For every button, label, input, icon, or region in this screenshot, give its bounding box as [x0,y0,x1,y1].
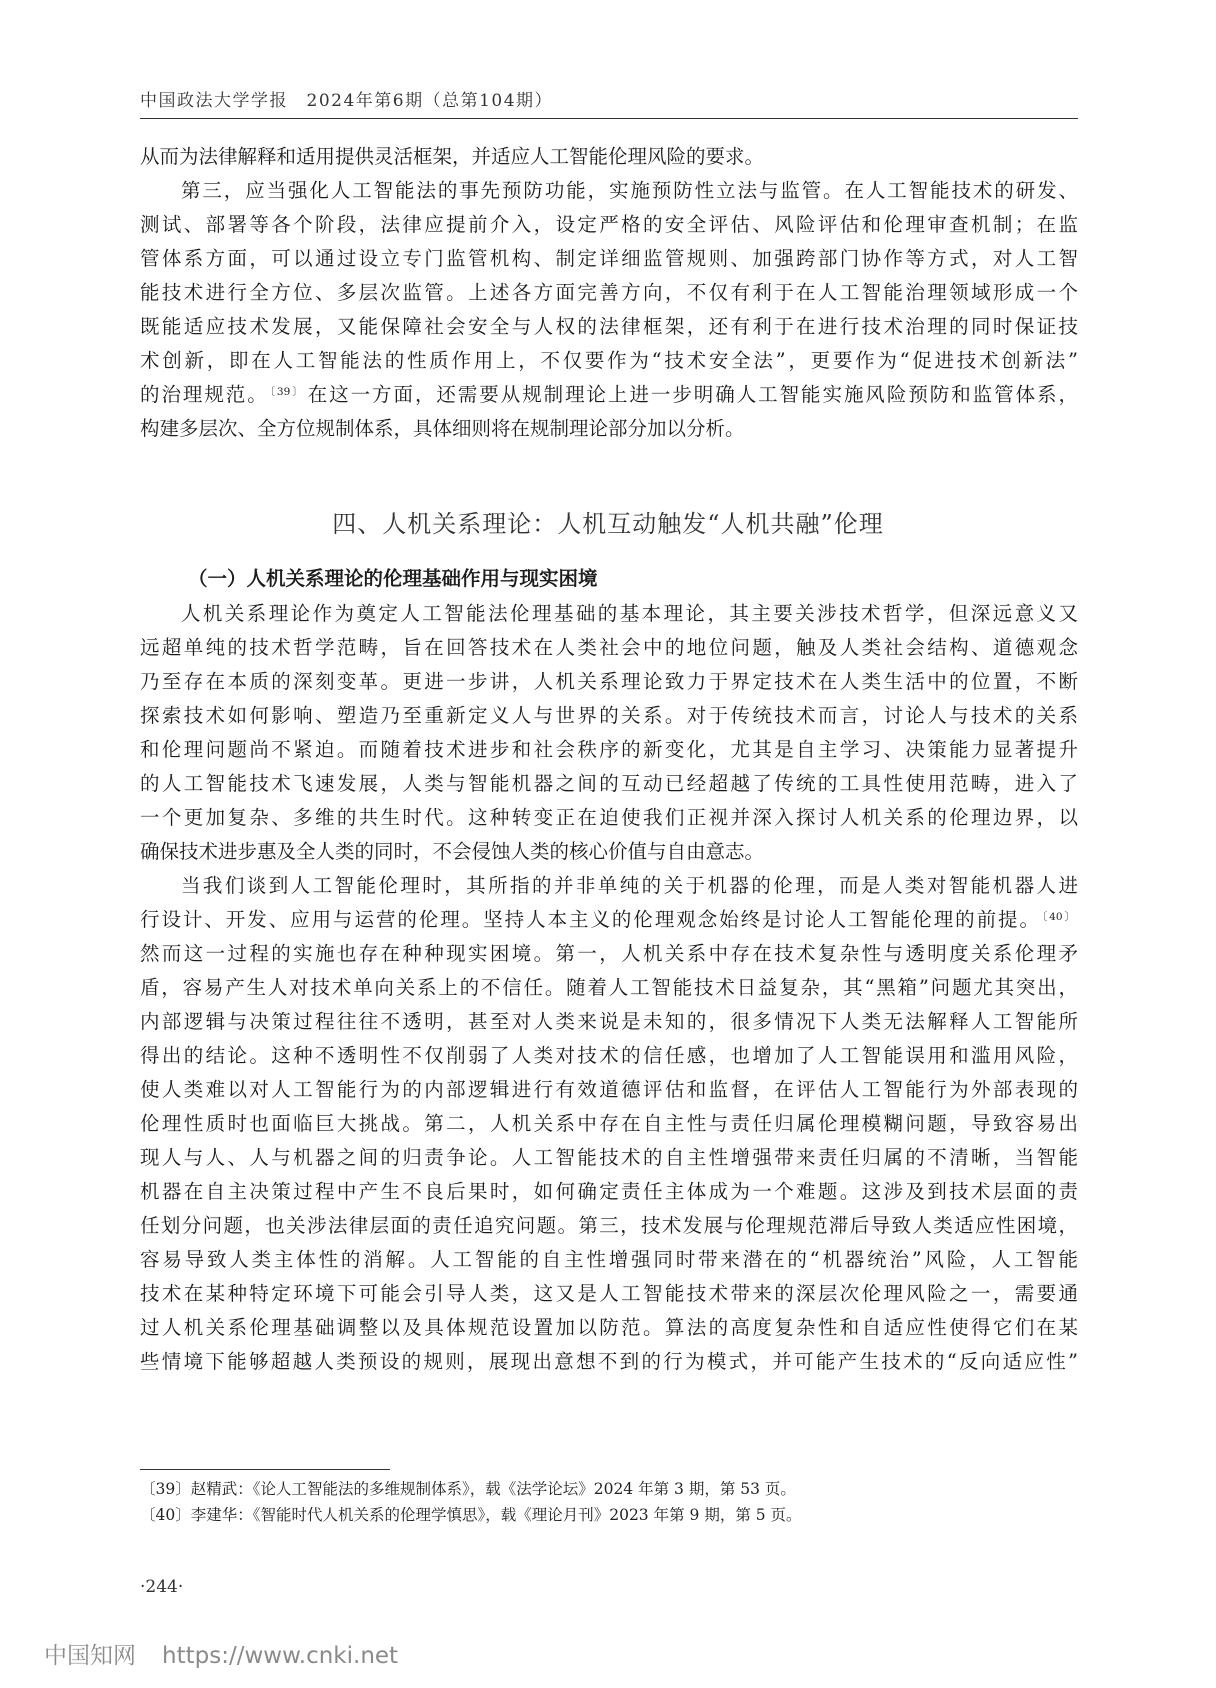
header-rule [140,118,1078,119]
body-line: 得出的结论。这种不透明性不仅削弱了人类对技术的信任感，也增加了人工智能误用和滥用风险， [140,1044,1078,1067]
footnote-rule [140,1469,390,1470]
body-line: 内部逻辑与决策过程往往不透明，甚至对人类来说是未知的，很多情况下人类无法解释人工智能所 [140,1010,1078,1033]
body-line: 从而为法律解释和适用提供灵活框架，并适应人工智能伦理风险的要求。 [140,145,765,168]
body-text: 行设计、开发、应用与运营的伦理。坚持人本主义的伦理观念始终是讨论人工智能伦理的前提。 [140,908,1041,931]
body-line: 容易导致人类主体性的消解。人工智能的自主性增强同时带来潜在的“机器统治”风险，人工智能 [140,1248,1078,1271]
citation-ref-39: 〔39〕 [269,386,305,398]
body-line: 管体系方面，可以通过设立专门监管机构、制定详细监管规则、加强跨部门协作等方式，对人工智 [140,247,1078,270]
body-line: 远超单纯的技术哲学范畴，旨在回答技术在人类社会中的地位问题，触及人类社会结构、道德观念 [140,636,1078,659]
body-line: 然而这一过程的实施也存在种种现实困境。第一，人机关系中存在技术复杂性与透明度关系伦理矛 [140,942,1078,965]
cnki-watermark [44,1637,398,1670]
body-line: 现人与人、人与机器之间的归责争论。人工智能技术的自主性增强带来责任归属的不清晰，当智能 [140,1146,1078,1169]
body-text: 的治理规范。 [140,383,269,406]
body-line-with-citation [140,903,1078,937]
footnote-40: 〔40〕李建华：《智能时代人机关系的伦理学慎思》，载《理论月刊》2023 年第 9 期，第 5 页。 [140,1506,802,1524]
body-line: 术创新，即在人工智能法的性质作用上，不仅要作为“技术安全法”，更要作为“促进技术创新法” [140,349,1078,372]
body-line-with-citation [140,378,1078,412]
body-line: 伦理性质时也面临巨大挑战。第二，人机关系中存在自主性与责任归属伦理模糊问题，导致容易出 [140,1112,1078,1135]
body-line: 盾，容易产生人对技术单向关系上的不信任。随着人工智能技术日益复杂，其“黑箱”问题尤其突出， [140,976,1078,999]
body-line: 一个更加复杂、多维的共生时代。这种转变正在迫使我们正视并深入探讨人机关系的伦理边界，以 [140,806,1078,829]
body-line: 当我们谈到人工智能伦理时，其所指的并非单纯的关于机器的伦理，而是人类对智能机器人进 [181,874,1078,897]
body-line: 能技术进行全方位、多层次监管。上述各方面完善方向，不仅有利于在人工智能治理领域形成一个 [140,281,1078,304]
watermark-brand: 中国知网 [44,1643,136,1669]
body-line: 测试、部署等各个阶段，法律应提前介入，设定严格的安全评估、风险评估和伦理审查机制；在监 [140,213,1078,236]
body-line: 第三，应当强化人工智能法的事先预防功能，实施预防性立法与监管。在人工智能技术的研发、 [181,179,1078,202]
running-header: 中国政法大学学报 2024年第6期（总第104期） [140,91,554,111]
citation-ref-40: 〔40〕 [1041,911,1075,923]
footnote-39: 〔39〕赵精武：《论人工智能法的多维规制体系》，载《法学论坛》2024 年第 3 期，第 53 页。 [140,1480,796,1498]
body-line: 的人工智能技术飞速发展，人类与智能机器之间的互动已经超越了传统的工具性使用范畴，进入了 [140,772,1078,795]
body-line: 些情境下能够超越人类预设的规则，展现出意想不到的行为模式，并可能产生技术的“反向适应性” [140,1350,1078,1373]
watermark-url: https://www.cnki.net [162,1643,399,1669]
body-line: 使人类难以对人工智能行为的内部逻辑进行有效道德评估和监督，在评估人工智能行为外部表现的 [140,1078,1078,1101]
body-line: 机器在自主决策过程中产生不良后果时，如何确定责任主体成为一个难题。这涉及到技术层面的责 [140,1180,1078,1203]
body-line: 确保技术进步惠及全人类的同时，不会侵蚀人类的核心价值与自由意志。 [140,840,765,863]
body-line: 构建多层次、全方位规制体系，具体细则将在规制理论部分加以分析。 [140,417,745,440]
body-line: 人机关系理论作为奠定人工智能法伦理基础的基本理论，其主要关涉技术哲学，但深远意义又 [181,602,1078,625]
subsection-heading: （一）人机关系理论的伦理基础作用与现实困境 [188,567,598,590]
body-line: 技术在某种特定环境下可能会引导人类，这又是人工智能技术带来的深层次伦理风险之一，需要通 [140,1282,1078,1305]
body-line: 和伦理问题尚不紧迫。而随着技术进步和社会秩序的新变化，尤其是自主学习、决策能力显著提升 [140,738,1078,761]
body-text: 在这一方面，还需要从规制理论上进一步明确人工智能实施风险预防和监管体系， [307,383,1078,406]
body-line: 乃至存在本质的深刻变革。更进一步讲，人机关系理论致力于界定技术在人类生活中的位置，不断 [140,670,1078,693]
body-line: 既能适应技术发展，又能保障社会安全与人权的法律框架，还有利于在进行技术治理的同时保证技 [140,315,1078,338]
section-heading: 四、人机关系理论：人机互动触发“人机共融”伦理 [332,510,884,538]
page-number: ·244· [140,1577,184,1597]
body-line: 过人机关系伦理基础调整以及具体规范设置加以防范。算法的高度复杂性和自适应性使得它们在某 [140,1316,1078,1339]
body-line: 任划分问题，也关涉法律层面的责任追究问题。第三，技术发展与伦理规范滞后导致人类适应性困境， [140,1214,1078,1237]
body-line: 探索技术如何影响、塑造乃至重新定义人与世界的关系。对于传统技术而言，讨论人与技术的关系 [140,704,1078,727]
